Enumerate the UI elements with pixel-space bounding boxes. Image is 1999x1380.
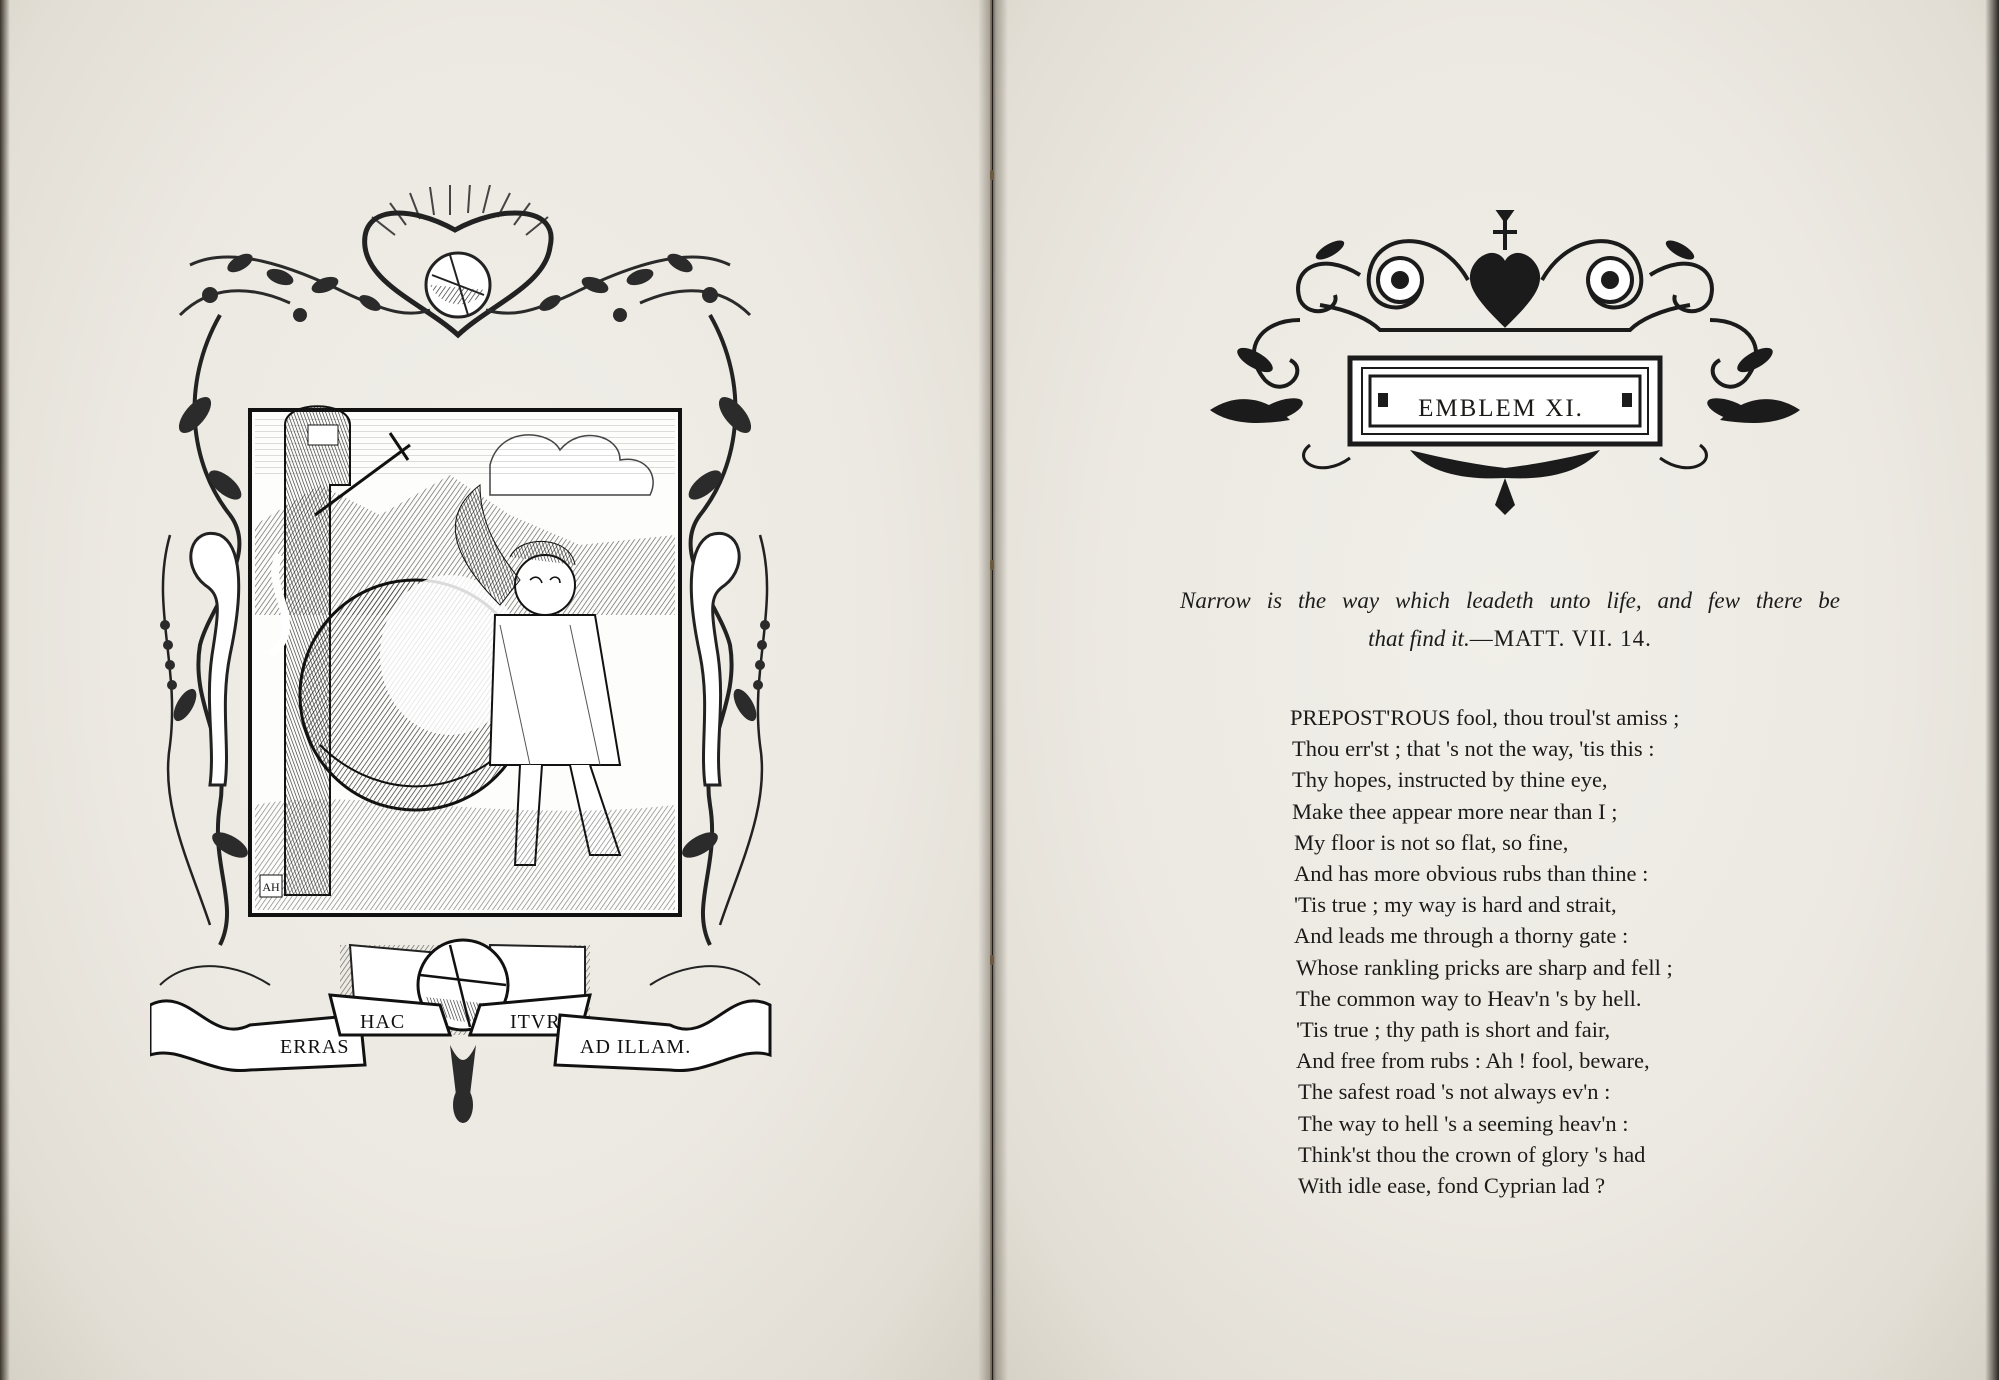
poem-line: The way to hell 's a seeming heav'n : [1298, 1110, 1629, 1136]
poem-line: Make thee appear more near than I ; [1292, 798, 1618, 824]
motto-itur: ITVR [510, 1011, 561, 1033]
poem-line: And leads me through a thorny gate : [1294, 923, 1629, 949]
poem-line: Thou err'st ; that 's not the way, 'tis this : [1292, 736, 1655, 762]
binding-stitch [990, 955, 994, 965]
epigraph-reference: —MATT. VII. 14. [1469, 626, 1652, 651]
epigraph-line-1: Narrow is the way which leadeth unto life, and few there be [1180, 588, 1840, 613]
epigraph [1180, 582, 1840, 658]
binding-stitch [990, 560, 994, 570]
poem-line: And free from rubs : Ah ! fool, beware, [1296, 1048, 1650, 1074]
poem-line: Think'st thou the crown of glory 's had [1298, 1141, 1646, 1167]
central-picture [250, 406, 680, 915]
left-page-edge-shadow [0, 0, 10, 1380]
poem-first-line-rest: fool, thou troul'st amiss ; [1450, 705, 1680, 730]
poem-line: Whose rankling pricks are sharp and fell ; [1296, 954, 1673, 980]
poem-line [1290, 702, 1810, 733]
emblem-engraving [150, 185, 840, 1145]
poem-line: The safest road 's not always ev'n : [1298, 1079, 1611, 1105]
poem-line: My floor is not so flat, so fine, [1294, 829, 1569, 855]
poem-line: With idle ease, fond Cyprian lad ? [1298, 1173, 1606, 1199]
emblem-title: EMBLEM XI. [1418, 395, 1584, 422]
poem-first-word: PREPOST'ROUS [1290, 705, 1451, 730]
top-globe-crown [365, 213, 551, 335]
book-gutter [978, 0, 1008, 1380]
poem [1290, 702, 1810, 1201]
motto-erras: ERRAS [280, 1036, 350, 1058]
binding-stitch [990, 170, 994, 180]
poem-line: 'Tis true ; thy path is short and fair, [1296, 1017, 1611, 1043]
epigraph-line-2-italic: that find it. [1368, 626, 1470, 651]
poem-line: The common way to Heav'n 's by hell. [1296, 985, 1642, 1011]
emblem-cartouche [1210, 210, 1800, 520]
poem-line: Thy hopes, instructed by thine eye, [1292, 767, 1608, 793]
motto-hac: HAC [360, 1011, 406, 1033]
epigraph-line-2 [1368, 626, 1652, 651]
left-page [0, 0, 992, 1380]
motto-ad-illam: AD ILLAM. [580, 1036, 692, 1058]
right-page-edge-shadow [1985, 0, 1999, 1380]
artist-monogram: AH [262, 880, 280, 894]
poem-line: And has more obvious rubs than thine : [1294, 861, 1649, 887]
poem-line: 'Tis true ; my way is hard and strait, [1294, 892, 1617, 918]
